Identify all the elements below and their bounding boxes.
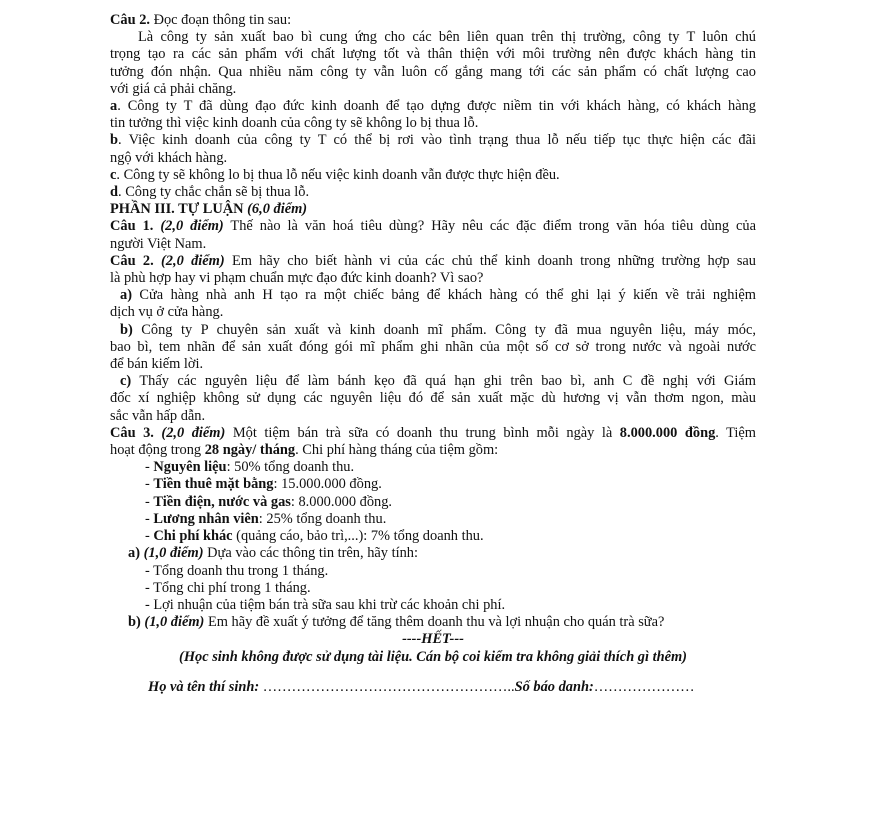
option-a-cont: tin tưởng thì việc kinh doanh của công ty sẽ không lo bị thua lỗ. [110,115,479,132]
passage-line-1: Là công ty sản xuất bao bì cung ứng cho các bên liên quan trên thị trường, công ty T luôn chú [138,29,756,46]
candidate-footer: Họ và tên thí sinh: ……………………………………………..Số báo danh:………………… [148,678,695,695]
case-a: a) Cửa hàng nhà anh H tạo ra một chiếc bảng để khách hàng có thể ghi lại ý kiến về trải nghiệm [120,287,756,304]
calc-item: - Lợi nhuận của tiệm bán trà sữa sau khi trừ các khoản chi phí. [145,596,506,613]
essay-q1-cont: người Việt Nam. [110,235,207,252]
case-b: b) Công ty P chuyên sản xuất và kinh doanh mĩ phẩm. Công ty đã mua nguyên liệu, máy móc, [120,321,756,338]
option-a: a. Công ty T đã dùng đạo đức kinh doanh để tạo dựng được niềm tin với khách hàng, có khách hàng [110,98,756,115]
part3-heading: PHẦN III. TỰ LUẬN (6,0 điểm) [110,201,308,218]
option-d: d. Công ty chắc chắn sẽ bị thua lỗ. [110,184,310,201]
cost-item: - Nguyên liệu: 50% tổng doanh thu. [145,459,355,476]
cost-item: - Tiền điện, nước và gas: 8.000.000 đồng. [145,493,393,510]
case-a-cont: dịch vụ ở cửa hàng. [110,304,224,321]
q3-part-b: b) (1,0 điểm) Em hãy đề xuất ý tưởng để tăng thêm doanh thu và lợi nhuận cho quán trà sữa? [128,614,665,631]
exam-note: (Học sinh không được sử dụng tài liệu. Cán bộ coi kiểm tra không giải thích gì thêm) [179,648,687,665]
calc-item: - Tổng doanh thu trong 1 tháng. [145,562,329,579]
case-c: c) Thấy các nguyên liệu để làm bánh kẹo đã quá hạn ghi trên bao bì, anh C đề nghị với Giám [120,373,756,390]
exam-page [110,12,756,696]
essay-q2: Câu 2. (2,0 điểm) Em hãy cho biết hành vi của các chủ thể kinh doanh trong những trường hợp sau [110,252,756,269]
q3-part-a: a) (1,0 điểm) Dựa vào các thông tin trên, hãy tính: [128,545,418,562]
case-c-cont-2: sắc vẫn hấp dẫn. [110,407,206,424]
case-b-cont-2: để bán kiếm lời. [110,356,204,373]
calc-item: - Tổng chi phí trong 1 tháng. [145,579,311,596]
case-b-cont-1: bao bì, tem nhãn để sản xuất đóng gói mĩ phẩm ghi nhãn của một số cơ sở trong nước và ngoài nước [110,338,756,355]
essay-q1: Câu 1. (2,0 điểm) Thế nào là văn hoá tiêu dùng? Hãy nêu các đặc điểm trong văn hóa tiêu dùng của [110,218,756,235]
option-c: c. Công ty sẽ không lo bị thua lỗ nếu việc kinh doanh vẫn được thực hiện đều. [110,166,560,183]
passage-line-3: tưởng đón nhận. Qua nhiều năm công ty vẫn luôn cố gắng mang tới các sản phẩm có chất lượng cao [110,63,756,80]
essay-q3-line2: hoạt động trong 28 ngày/ tháng. Chi phí hàng tháng của tiệm gồm: [110,442,499,459]
essay-q2-cont: là phù hợp hay vi phạm chuẩn mực đạo đức kinh doanh? Vì sao? [110,270,484,287]
q2-heading: Câu 2. Đọc đoạn thông tin sau: [110,12,292,28]
cost-item: - Chi phí khác (quảng cáo, bảo trì,...): 7% tổng doanh thu. [145,528,484,545]
option-b-cont: ngộ với khách hàng. [110,149,228,166]
essay-q3: Câu 3. (2,0 điểm) Một tiệm bán trà sữa có doanh thu trung bình mỗi ngày là 8.000.000 đồng. Tiệm [110,424,756,441]
end-marker: ----HẾT--- [402,631,464,648]
passage-line-2: trọng tạo ra các sản phẩm với chất lượng tốt và thân thiện với môi trường nên được khách hàng tin [110,46,756,63]
sbd-dots: ………………… [593,678,695,695]
option-b: b. Việc kinh doanh của công ty T có thể bị rơi vào tình trạng thua lỗ nếu tiếp tục thực hiện các đãi [110,132,756,149]
cost-item: - Tiền thuê mặt bằng: 15.000.000 đồng. [145,476,382,493]
passage-line-4: với giá cả phải chăng. [110,80,237,97]
case-c-cont-1: đốc xí nghiệp không sử dụng các nguyên liệu đó để sản xuất mặc dù hương vị vẫn thơm ngon, màu [110,390,756,407]
cost-item: - Lương nhân viên: 25% tổng doanh thu. [145,510,387,527]
name-dots: …………………………………………….. [259,678,515,695]
